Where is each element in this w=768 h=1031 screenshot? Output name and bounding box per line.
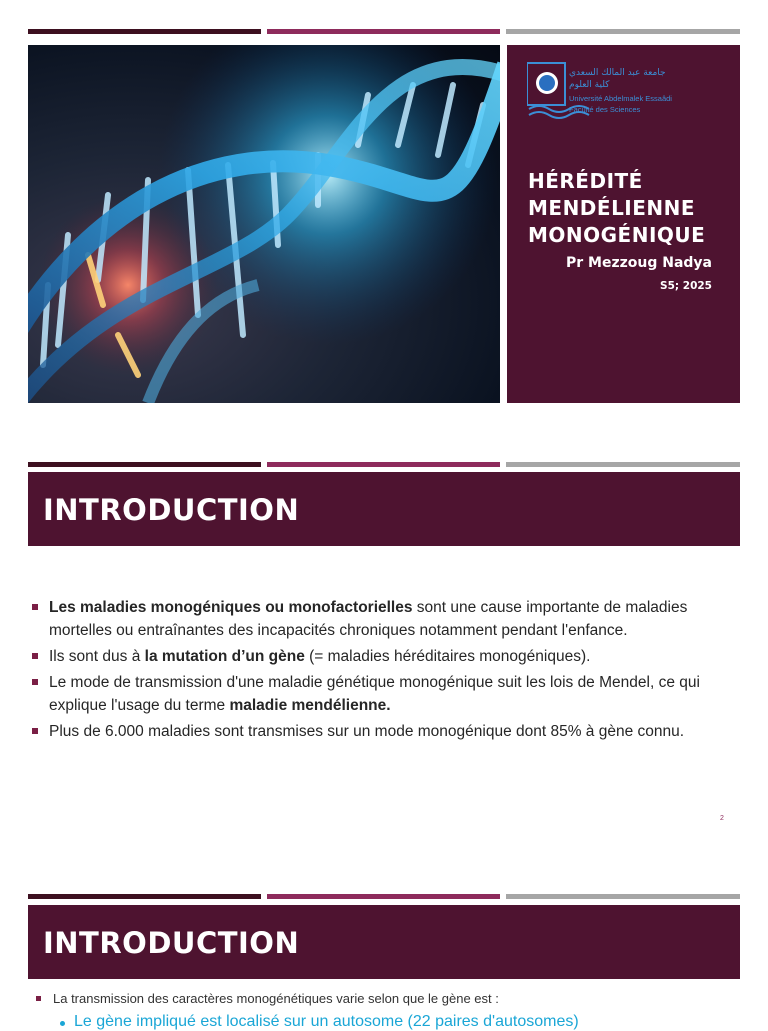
- slide3-header: [28, 905, 740, 979]
- list-item: Les maladies monogéniques ou monofactorielles sont une cause importante de maladies mortelles ou entraînantes des incapacités chroniques notamment pendant l'enfance.: [32, 596, 732, 642]
- title-panel: [507, 45, 740, 403]
- slide2-bullet-list: [32, 596, 732, 746]
- session-label: S5; 2025: [660, 280, 712, 292]
- dna-image: [28, 45, 500, 403]
- svg-text:جامعة عبد المالك السعدي: جامعة عبد المالك السعدي: [569, 68, 666, 78]
- slide3-top-bars: [28, 894, 740, 899]
- slide1-top-bars: [28, 29, 740, 34]
- logo-text-line2: Faculté des Sciences: [569, 105, 641, 114]
- list-item: La transmission des caractères monogénétiques varie selon que le gène est :: [36, 990, 736, 1008]
- slide2-top-bars: [28, 462, 740, 467]
- dna-helix-illustration: [28, 45, 500, 403]
- slide2-header: [28, 472, 740, 546]
- university-logo: [527, 59, 679, 123]
- slide3-bullet-list: [36, 990, 736, 1008]
- author-name: Pr Mezzoug Nadya: [565, 255, 712, 271]
- list-item: Plus de 6.000 maladies sont transmises sur un mode monogénique dont 85% à gène connu.: [32, 720, 732, 743]
- list-item: Le mode de transmission d'une maladie génétique monogénique suit les lois de Mendel, ce qui explique l'usage du terme maladie mendélienne.: [32, 671, 732, 717]
- svg-text:كلية العلوم: كلية العلوم: [569, 80, 610, 90]
- sub-bullet: Le gène impliqué est localisé sur un autosome (22 paires d'autosomes): [74, 1013, 579, 1030]
- logo-text-line1: Université Abdelmalek Essaâdi: [569, 94, 672, 103]
- page-number: 2: [720, 815, 724, 822]
- slide2-heading: INTRODUCTION: [43, 493, 300, 527]
- slide3-heading: INTRODUCTION: [43, 926, 300, 960]
- presentation-title: HÉRÉDITÉ MENDÉLIENNE MONOGÉNIQUE: [528, 169, 706, 247]
- list-item: Ils sont dus à la mutation d’un gène (= maladies héréditaires monogéniques).: [32, 645, 732, 668]
